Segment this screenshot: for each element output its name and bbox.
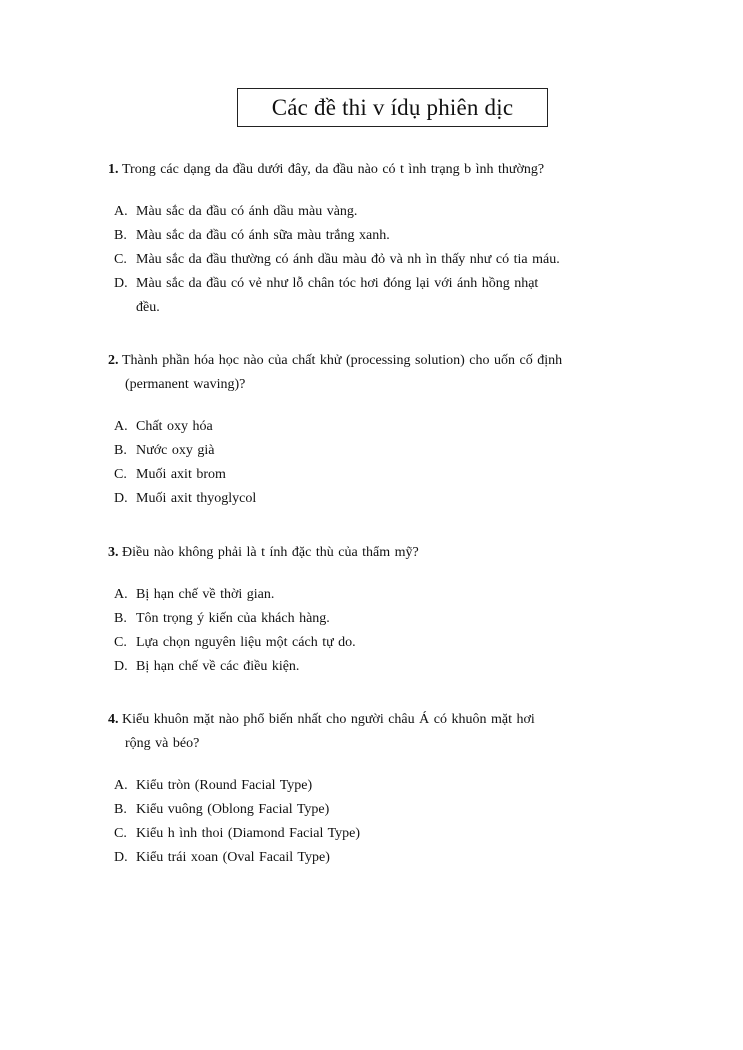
option-text: [136, 774, 638, 798]
option-line: Kiểu trái xoan (Oval Facail Type): [136, 850, 330, 865]
option-letter: A.: [114, 778, 128, 793]
option-line: Màu sắc da đầu thường có ánh dầu màu đỏ và nh ìn thấy như có tia máu.: [136, 252, 560, 267]
option-letter: B.: [114, 802, 127, 817]
answer-option-a: [114, 415, 638, 439]
question-text: (permanent waving)?: [125, 377, 246, 392]
option-text: [136, 224, 638, 248]
answer-option-a: [114, 774, 638, 798]
option-letter: A.: [114, 587, 128, 602]
option-line: Tôn trọng ý kiến của khách hàng.: [136, 611, 330, 626]
option-text: [136, 846, 638, 870]
answer-options: [108, 415, 638, 511]
option-letter: D.: [114, 491, 128, 506]
option-letter: B.: [114, 611, 127, 626]
answer-options: [108, 583, 638, 679]
answer-option-c: [114, 463, 638, 487]
answer-option-b: [114, 607, 638, 631]
option-text: [136, 655, 638, 679]
answer-option-b: [114, 798, 638, 822]
option-line: Bị hạn chế về các điều kiện.: [136, 659, 300, 674]
question-3: [108, 541, 638, 679]
option-line: Bị hạn chế về thời gian.: [136, 587, 275, 602]
option-line: Muối axit thyoglycol: [136, 491, 257, 506]
question-stem: [108, 349, 638, 397]
question-stem: [108, 708, 638, 756]
option-text: [136, 200, 638, 224]
option-line: đều.: [136, 300, 160, 315]
option-line: Kiểu h ình thoi (Diamond Facial Type): [136, 826, 361, 841]
option-line: Màu sắc da đầu có ánh sữa màu trắng xanh.: [136, 228, 390, 243]
answer-option-b: [114, 439, 638, 463]
option-letter: D.: [114, 850, 128, 865]
answer-options: [108, 774, 638, 870]
option-letter: B.: [114, 228, 127, 243]
option-text: [136, 272, 638, 320]
question-4: [108, 708, 638, 870]
option-text: [136, 798, 638, 822]
option-letter: C.: [114, 635, 127, 650]
question-2: [108, 349, 638, 511]
option-line: Muối axit brom: [136, 467, 226, 482]
answer-option-a: [114, 583, 638, 607]
answer-option-d: [114, 487, 638, 511]
question-text: Điều nào không phải là t ính đặc thù của thẩm mỹ?: [122, 545, 419, 560]
answer-option-c: [114, 822, 638, 846]
answer-option-d: [114, 655, 638, 679]
question-stem: [108, 541, 638, 565]
option-line: Kiểu vuông (Oblong Facial Type): [136, 802, 330, 817]
option-line: Màu sắc da đầu có ánh dầu màu vàng.: [136, 204, 358, 219]
answer-option-a: [114, 200, 638, 224]
option-line: Nước oxy già: [136, 443, 215, 458]
answer-options: [108, 200, 638, 320]
option-letter: C.: [114, 467, 127, 482]
question-number: 1.: [108, 162, 122, 177]
question-number: 2.: [108, 353, 122, 368]
option-text: [136, 487, 638, 511]
option-text: [136, 415, 638, 439]
answer-option-d: [114, 272, 638, 320]
question-text: rộng và béo?: [125, 736, 200, 751]
option-text: [136, 248, 638, 272]
answer-option-d: [114, 846, 638, 870]
question-number: 3.: [108, 545, 122, 560]
option-letter: B.: [114, 443, 127, 458]
option-text: [136, 463, 638, 487]
option-line: Kiểu tròn (Round Facial Type): [136, 778, 313, 793]
answer-option-b: [114, 224, 638, 248]
option-line: Chất oxy hóa: [136, 419, 213, 434]
option-letter: A.: [114, 419, 128, 434]
option-text: [136, 631, 638, 655]
option-letter: C.: [114, 826, 127, 841]
page-title: [237, 88, 548, 127]
question-text: Thành phần hóa học nào của chất khử (processing solution) cho uốn cố định: [122, 353, 563, 368]
option-text: [136, 583, 638, 607]
option-line: Màu sắc da đầu có vẻ như lỗ chân tóc hơi đóng lại với ánh hồng nhạt: [136, 276, 539, 291]
option-text: [136, 439, 638, 463]
answer-option-c: [114, 248, 638, 272]
option-text: [136, 607, 638, 631]
question-number: 4.: [108, 712, 122, 727]
option-text: [136, 822, 638, 846]
question-1: [108, 158, 638, 320]
question-stem: [108, 158, 638, 182]
question-text: Trong các dạng da đầu dưới đây, da đầu nào có t ình trạng b ình thường?: [122, 162, 545, 177]
question-text: Kiểu khuôn mặt nào phổ biến nhất cho người châu Á có khuôn mặt hơi: [122, 712, 535, 727]
option-letter: D.: [114, 276, 128, 291]
option-letter: D.: [114, 659, 128, 674]
option-letter: A.: [114, 204, 128, 219]
option-line: Lựa chọn nguyên liệu một cách tự do.: [136, 635, 356, 650]
answer-option-c: [114, 631, 638, 655]
page-title-text: Các đề thi v ídụ phiên dịc: [271, 94, 514, 120]
option-letter: C.: [114, 252, 127, 267]
